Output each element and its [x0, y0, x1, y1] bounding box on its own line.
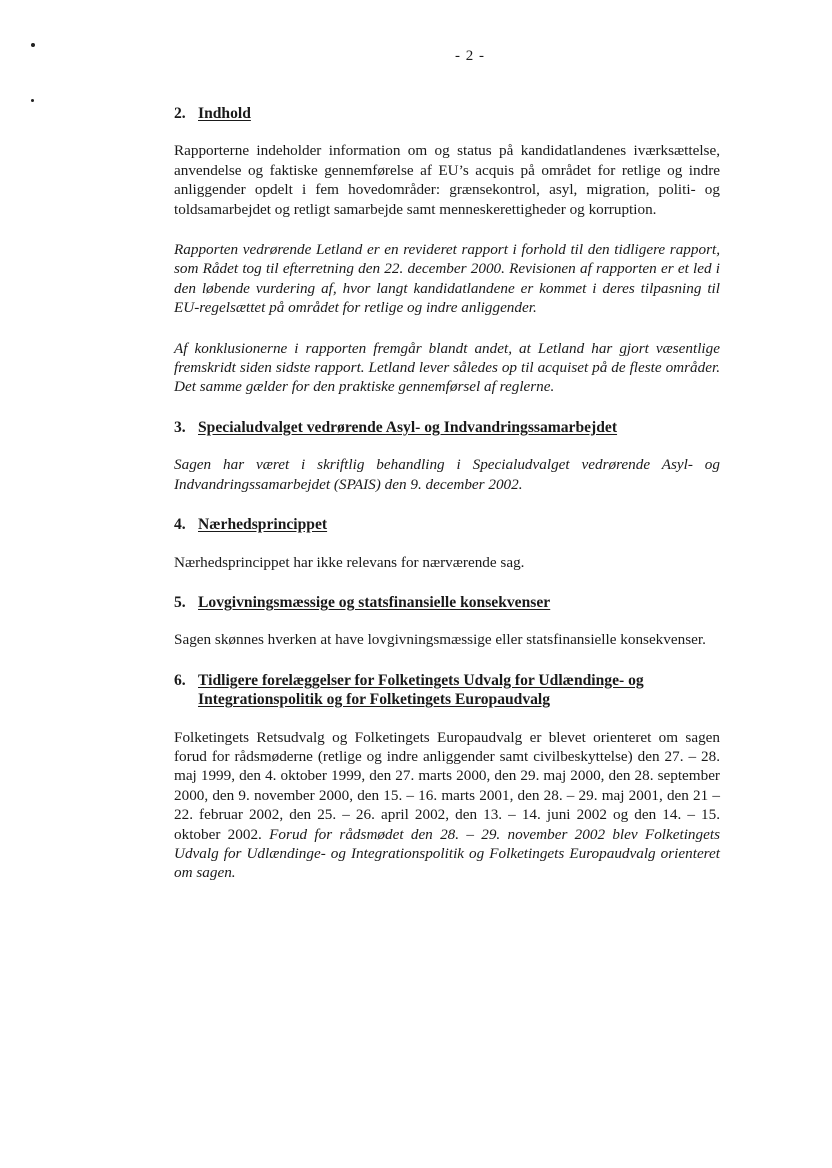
paragraph-italic: Sagen har været i skriftlig behandling i Specialudvalget vedrørende Asyl- og Indvandringssamarbejdet (SPAIS) den 9. december 2002.: [174, 456, 720, 493]
paragraph-text-italic: Forud for rådsmødet den 28. – 29. november 2002 blev Folketingets Udvalg for Udlændinge- og Integrationspolitik og Folketingets Europaudvalg orienteret om sagen.: [174, 825, 720, 882]
section-heading-indhold: [174, 104, 720, 123]
section-heading-tidligere-forelaeggelser: [174, 671, 720, 710]
section-number: 3.: [174, 418, 186, 436]
document-body: [174, 104, 720, 883]
section-title: Lovgivningsmæssige og statsfinansielle konsekvenser: [198, 593, 551, 611]
section-heading-naerhedsprincippet: [174, 515, 720, 534]
paragraph: [174, 728, 720, 883]
paragraph: Nærhedsprincippet har ikke relevans for nærværende sag.: [174, 553, 525, 571]
scan-speck: [31, 99, 34, 102]
scan-speck: [31, 43, 35, 47]
section-heading-konsekvenser: [174, 593, 720, 612]
paragraph-text: Folketingets Retsudvalg og Folketingets Europaudvalg er blevet orienteret om sagen forud for rådsmøderne (retlige og indre anliggender samt civilbeskyttelse) den 27. – 28. maj 1999, den 4. oktober 1999, den 27. marts 2000, den 29. maj 2000, den 28. september 2000, den 9. november 2000, den 15. – 16. marts 2001, den 28. – 29. maj 2001, den 21 – 22. februar 2002, den 25. – 26. april 2002, den 13. – 14. juni 2002 og den 14. – 15. oktober 2002.: [174, 728, 720, 843]
section-number: 4.: [174, 516, 186, 534]
paragraph-italic: Af konklusionerne i rapporten fremgår blandt andet, at Letland har gjort væsentlige fremskridt siden sidste rapport. Letland lever således op til acquiset på de fleste områder. Det samme gælder for den praktiske gennemførsel af reglerne.: [174, 339, 720, 396]
section-heading-specialudvalget: [174, 418, 720, 437]
paragraph: Sagen skønnes hverken at have lovgivningsmæssige eller statsfinansielle konsekvenser.: [174, 631, 706, 649]
page-number: - 2 -: [455, 48, 485, 64]
paragraph-italic: Rapporten vedrørende Letland er en revideret rapport i forhold til den tidligere rapport, som Rådet tog til efterretning den 22. december 2000. Revisionen af rapporten er et led i den løbende vurdering af, hvor langt kandidatlandene er kommet i deres tilpasning til EU-regelsættet på området for retlige og indre anliggender.: [174, 241, 720, 317]
section-number: 2.: [174, 105, 186, 122]
section-title: Indhold: [198, 105, 251, 122]
section-number: 6.: [174, 671, 186, 689]
section-title: Tidligere forelæggelser for Folketingets Udvalg for Udlændinge- og Integrationspolitik og for Folketingets Europaudvalg: [198, 671, 644, 709]
section-title: Specialudvalget vedrørende Asyl- og Indvandringssamarbejdet: [198, 418, 618, 436]
section-number: 5.: [174, 593, 186, 611]
paragraph: Rapporterne indeholder information om og status på kandidatlandenes iværksættelse, anvendelse og faktiske gennemførelse af EU’s acquis på området for retlige og indre anliggender opdelt i fem hovedområder: grænsekontrol, asyl, migration, politi- og toldsamarbejdet og retligt samarbejde samt menneskerettigheder og korruption.: [174, 142, 720, 218]
section-title: Nærhedsprincippet: [198, 516, 328, 534]
